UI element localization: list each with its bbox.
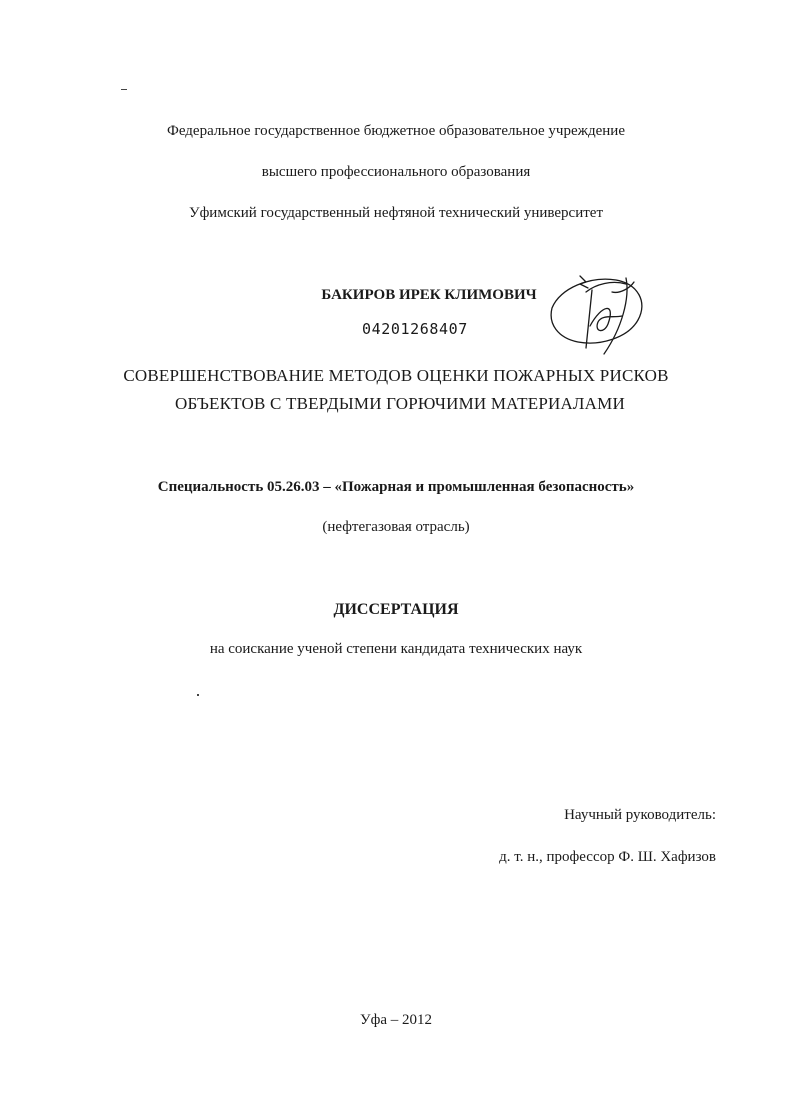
branch: (нефтегазовая отрасль) — [322, 519, 470, 535]
scan-speck — [121, 89, 127, 90]
registration-number: 04201268407 — [362, 320, 468, 338]
specialty: Специальность 05.26.03 – «Пожарная и промышленная безопасность» — [157, 479, 635, 495]
org-line-1: Федеральное государственное бюджетное образовательное учреждение — [166, 123, 625, 139]
thesis-title-line-1: СОВЕРШЕНСТВОВАНИЕ МЕТОДОВ ОЦЕНКИ ПОЖАРНЫХ РИСКОВ — [123, 366, 669, 385]
degree-line: на соискание ученой степени кандидата технических наук — [209, 641, 583, 657]
document-type: ДИССЕРТАЦИЯ — [333, 601, 459, 618]
university-name: Уфимский государственный нефтяной технический университет — [188, 205, 604, 221]
signature — [550, 268, 650, 358]
thesis-title-line-2: ОБЪЕКТОВ С ТВЕРДЫМИ ГОРЮЧИМИ МАТЕРИАЛАМИ — [175, 394, 625, 413]
author-name: БАКИРОВ ИРЕК КЛИМОВИЧ — [321, 287, 537, 303]
org-line-2: высшего профессионального образования — [261, 164, 531, 180]
supervisor-label: Научный руководитель: — [564, 807, 716, 823]
city-year: Уфа – 2012 — [360, 1012, 432, 1028]
scan-speck — [197, 694, 199, 696]
supervisor-name: д. т. н., профессор Ф. Ш. Хафизов — [499, 849, 716, 865]
